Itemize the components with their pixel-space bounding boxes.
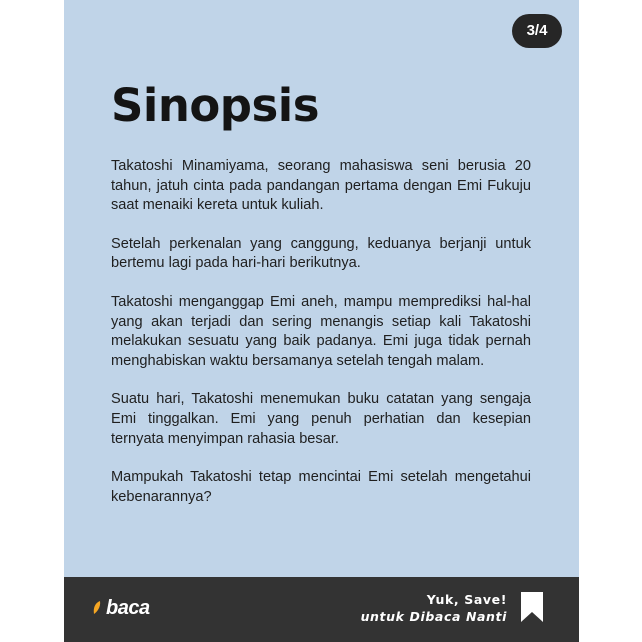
logo-text: baca bbox=[106, 596, 150, 619]
footer-bar bbox=[64, 577, 579, 642]
baca-logo-icon bbox=[92, 601, 104, 615]
synopsis-paragraph: Takatoshi menganggap Emi aneh, mampu memprediksi hal-hal yang akan terjadi dan sering menangis setiap kali Takatoshi melakukan sesuatu yang baik padanya. Emi juga tidak pernah menghabiskan waktu bersamanya setelah tengah malam. bbox=[111, 293, 531, 369]
page-title: Sinopsis bbox=[111, 79, 319, 132]
synopsis-paragraph: Mampukah Takatoshi tetap mencintai Emi setelah mengetahui kebenarannya? bbox=[111, 469, 531, 505]
synopsis-body bbox=[111, 157, 531, 526]
bookmark-icon bbox=[521, 592, 543, 622]
page-indicator-badge: 3/4 bbox=[512, 14, 562, 48]
save-call-to-action bbox=[361, 592, 507, 626]
cta-headline: Yuk, Save! bbox=[426, 592, 507, 607]
synopsis-paragraph: Takatoshi Minamiyama, seorang mahasiswa seni berusia 20 tahun, jatuh cinta pada pandangan pertama dengan Emi Fukuju saat menaiki kereta untuk kuliah. bbox=[111, 158, 531, 214]
synopsis-paragraph: Setelah perkenalan yang canggung, keduanya berjanji untuk bertemu lagi pada hari-hari berikutnya. bbox=[111, 235, 531, 272]
cta-subline: untuk Dibaca Nanti bbox=[360, 609, 507, 624]
bookmark-button[interactable] bbox=[521, 592, 543, 627]
brand-logo[interactable] bbox=[92, 595, 150, 621]
synopsis-paragraph: Suatu hari, Takatoshi menemukan buku catatan yang sengaja Emi tinggalkan. Emi yang penuh perhatian dan kesepian ternyata menyimpan rahasia besar. bbox=[111, 391, 531, 447]
story-card bbox=[64, 0, 579, 642]
